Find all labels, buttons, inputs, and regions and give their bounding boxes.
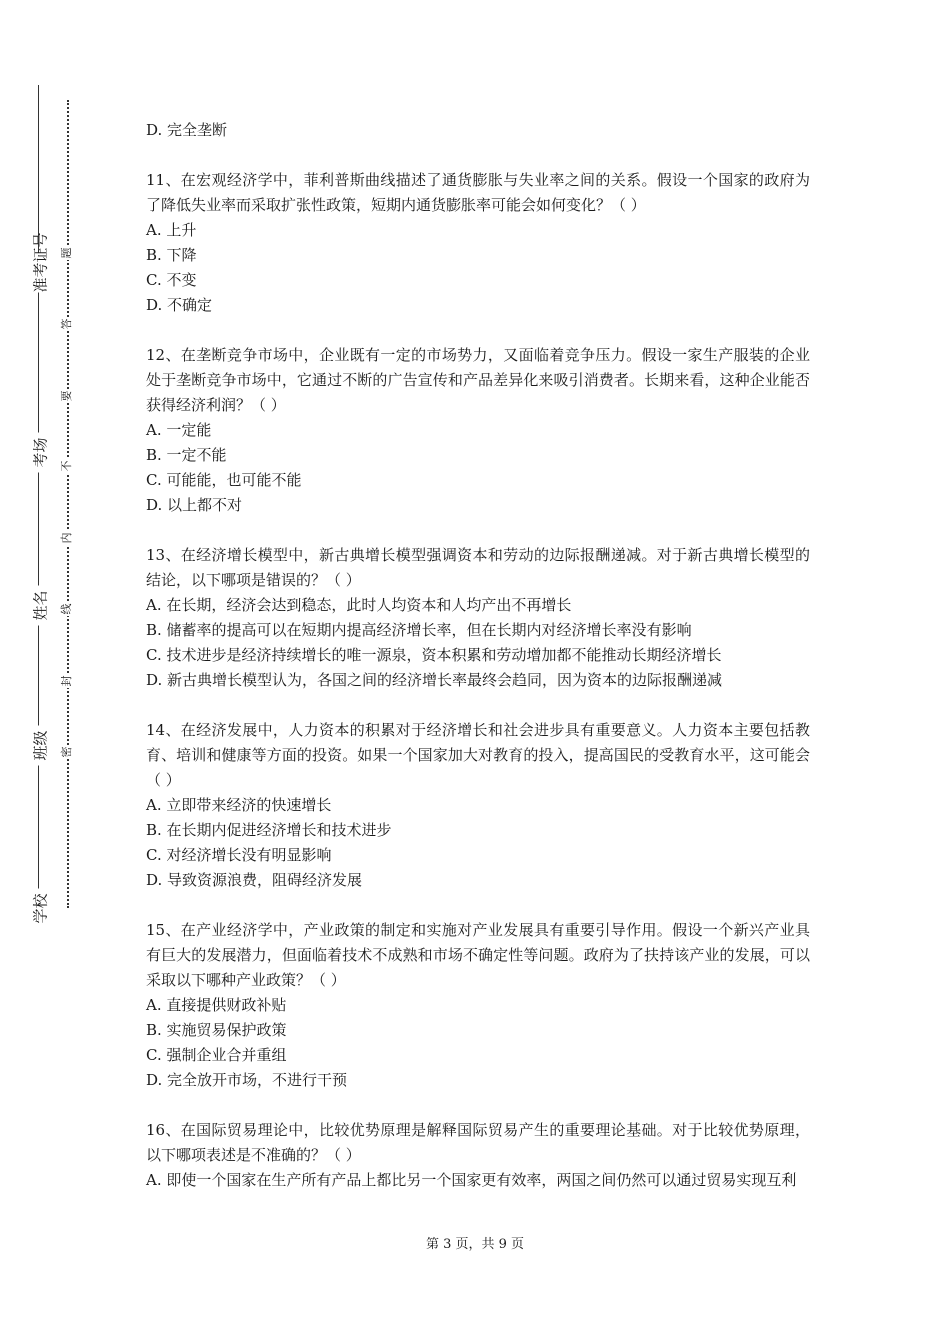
question-12 bbox=[146, 343, 810, 518]
field-school: 学校 bbox=[30, 889, 51, 929]
option: A. 直接提供财政补贴 bbox=[146, 996, 287, 1014]
seal-char: 题 bbox=[60, 247, 73, 259]
seal-char: 不 bbox=[60, 460, 73, 472]
option: C. 对经济增长没有明显影响 bbox=[146, 846, 332, 864]
option: B. 下降 bbox=[146, 246, 197, 264]
option: B. 在长期内促进经济增长和技术进步 bbox=[146, 821, 392, 839]
option: D. 以上都不对 bbox=[146, 496, 243, 514]
question-13 bbox=[146, 543, 810, 693]
seal-char: 内 bbox=[60, 532, 73, 544]
option: D. 新古典增长模型认为，各国之间的经济增长率最终会趋同，因为资本的边际报酬递减 bbox=[146, 671, 723, 689]
option: B. 一定不能 bbox=[146, 446, 227, 464]
question-14 bbox=[146, 718, 810, 893]
question-11 bbox=[146, 168, 810, 318]
option: A. 立即带来经济的快速增长 bbox=[146, 796, 332, 814]
question-stem: 14、在经济发展中，人力资本的积累对于经济增长和社会进步具有重要意义。人力资本主要包括教育、培训和健康等方面的投资。如果一个国家加大对教育的投入，提高国民的受教育水平，这可能会（ ） bbox=[146, 721, 810, 789]
field-class: 班级 bbox=[30, 726, 51, 766]
question-stem: 11、在宏观经济学中，菲利普斯曲线描述了通货膨胀与失业率之间的关系。假设一个国家的政府为了降低失业率而采取扩张性政策，短期内通货膨胀率可能会如何变化？（ ） bbox=[146, 171, 810, 214]
seal-char: 要 bbox=[60, 390, 73, 402]
option: C. 强制企业合并重组 bbox=[146, 1046, 287, 1064]
option: C. 技术进步是经济持续增长的唯一源泉，资本积累和劳动增加都不能推动长期经济增长 bbox=[146, 646, 722, 664]
carryover-option: D. 完全垄断 bbox=[146, 121, 228, 139]
field-exam-room: 考场 bbox=[30, 433, 51, 473]
option: C. 可能能，也可能不能 bbox=[146, 471, 302, 489]
question-list bbox=[146, 118, 810, 1193]
page-number: 第 3 页，共 9 页 bbox=[425, 1237, 525, 1252]
option: A. 即使一个国家在生产所有产品上都比另一个国家更有效率，两国之间仍然可以通过贸易实现互利 bbox=[146, 1171, 797, 1189]
option: B. 实施贸易保护政策 bbox=[146, 1021, 287, 1039]
question-16 bbox=[146, 1118, 810, 1193]
question-stem: 15、在产业经济学中，产业政策的制定和实施对产业发展具有重要引导作用。假设一个新兴产业具有巨大的发展潜力，但面临着技术不成熟和市场不确定性等问题。政府为了扶持该产业的发展，可以采取以下哪种产业政策？（ ） bbox=[146, 921, 810, 989]
option: C. 不变 bbox=[146, 271, 197, 289]
question-15 bbox=[146, 918, 810, 1093]
field-exam-number: 准考证号 bbox=[31, 232, 50, 293]
option: D. 导致资源浪费，阻碍经济发展 bbox=[146, 871, 363, 889]
option: A. 一定能 bbox=[146, 421, 212, 439]
seal-char: 答 bbox=[60, 318, 73, 330]
question-stem: 12、在垄断竞争市场中，企业既有一定的市场势力，又面临着竞争压力。假设一家生产服装的企业处于垄断竞争市场中，它通过不断的广告宣传和产品差异化来吸引消费者。长期来看，这种企业能否获得经济利润？（ ） bbox=[146, 346, 810, 414]
seal-char: 线 bbox=[60, 603, 73, 615]
binding-solid-line bbox=[38, 85, 39, 915]
question-stem: 13、在经济增长模型中，新古典增长模型强调资本和劳动的边际报酬递减。对于新古典增长模型的结论，以下哪项是错误的？（ ） bbox=[146, 546, 810, 589]
option: D. 不确定 bbox=[146, 296, 213, 314]
option: B. 储蓄率的提高可以在短期内提高经济增长率，但在长期内对经济增长率没有影响 bbox=[146, 621, 692, 639]
seal-char: 封 bbox=[60, 675, 73, 687]
field-name: 姓名 bbox=[30, 586, 51, 626]
option: A. 在长期，经济会达到稳态，此时人均资本和人均产出不再增长 bbox=[146, 596, 572, 614]
seal-char: 密 bbox=[60, 746, 73, 758]
option: D. 完全放开市场，不进行干预 bbox=[146, 1071, 348, 1089]
binding-dotted-line bbox=[67, 100, 69, 908]
option: A. 上升 bbox=[146, 221, 197, 239]
question-stem: 16、在国际贸易理论中，比较优势原理是解释国际贸易产生的重要理论基础。对于比较优势原理，以下哪项表述是不准确的？（ ） bbox=[146, 1121, 810, 1164]
